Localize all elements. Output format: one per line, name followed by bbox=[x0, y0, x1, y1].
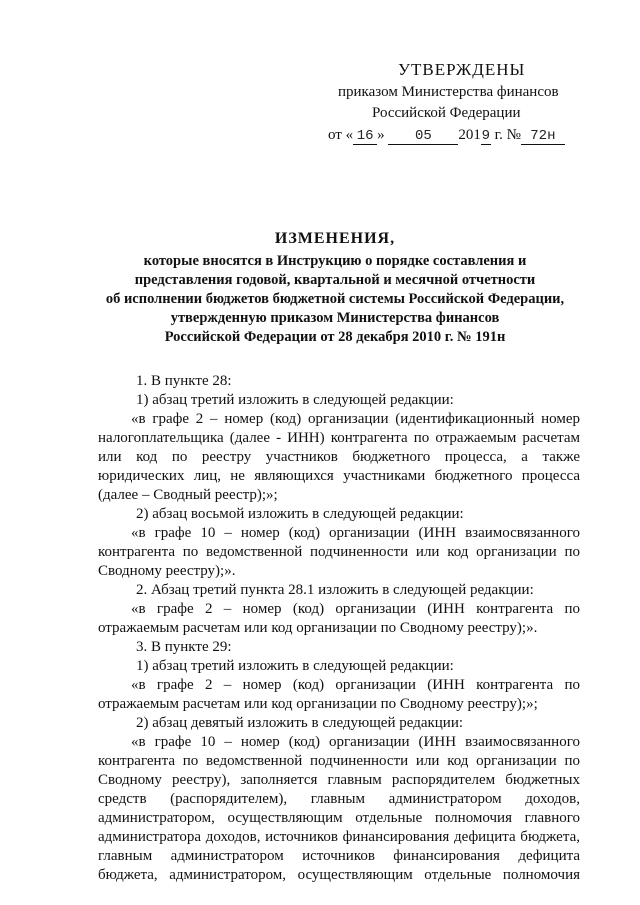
body-line: налогоплательщика (далее - ИНН) контрагента по отражаемым расчетам bbox=[98, 430, 580, 446]
body-line: отражаемым расчетам или код организации по Сводному реестру);». bbox=[98, 620, 538, 636]
date-month: 05 bbox=[388, 129, 458, 145]
approval-line-federation: Российской Федерации bbox=[372, 105, 521, 121]
body-line: или код по реестру участников бюджетного процесса, а также bbox=[98, 449, 580, 465]
body-line: контрагента по ведомственной подчиненности или код организации по bbox=[98, 753, 580, 769]
date-year-prefix: 201 bbox=[458, 127, 481, 143]
order-number-label: г. № bbox=[494, 127, 521, 143]
approval-date-line bbox=[328, 127, 565, 145]
body-line: 2) абзац девятый изложить в следующей редакции: bbox=[136, 715, 464, 731]
heading-line: об исполнении бюджетов бюджетной системы Российской Федерации, bbox=[105, 291, 565, 307]
body-line: администратора доходов, источников финансирования дефицита бюджета, bbox=[98, 829, 580, 845]
date-year-digit: 9 bbox=[481, 128, 491, 144]
body-line: «в графе 2 – номер (код) организации (ИНН контрагента по bbox=[131, 677, 580, 693]
date-prefix: от « bbox=[328, 127, 354, 143]
approval-line-ministry: приказом Министерства финансов bbox=[338, 84, 559, 100]
body-line: 3. В пункте 29: bbox=[136, 639, 232, 655]
body-line: контрагента по ведомственной подчиненности или код организации по bbox=[98, 544, 580, 560]
body-line: администратором, осуществляющим отдельные полномочия главного bbox=[98, 810, 580, 826]
approval-title: УТВЕРЖДЕНЫ bbox=[398, 60, 526, 79]
heading-line: Российской Федерации от 28 декабря 2010 г. № 191н bbox=[164, 329, 506, 345]
body-line: «в графе 10 – номер (код) организации (ИНН взаимосвязанного bbox=[131, 525, 580, 541]
date-day: 16 bbox=[353, 129, 377, 145]
body-line: 1. В пункте 28: bbox=[136, 373, 232, 389]
body-line: бюджета, администратором, осуществляющим отдельные полномочия bbox=[98, 867, 580, 883]
body-line: 1) абзац третий изложить в следующей редакции: bbox=[136, 658, 454, 674]
document-heading bbox=[60, 230, 610, 347]
heading-line: утвержденную приказом Министерства финансов bbox=[170, 310, 500, 326]
date-mid: » bbox=[377, 127, 385, 143]
heading-line: представления годовой, квартальной и месячной отчетности bbox=[134, 272, 536, 288]
body-line: отражаемым расчетам или код организации по Сводному реестру);»; bbox=[98, 696, 538, 712]
body-line: главным администратором источников финансирования дефицита bbox=[98, 848, 580, 864]
heading-title: ИЗМЕНЕНИЯ, bbox=[274, 230, 396, 247]
body-line: 1) абзац третий изложить в следующей редакции: bbox=[136, 392, 454, 408]
order-number: 72н bbox=[521, 129, 565, 145]
body-line: Сводному реестру);». bbox=[98, 563, 236, 579]
body-line: Сводному реестру), заполняется главным распорядителем бюджетных bbox=[98, 772, 580, 788]
body-line: средств (распорядителем), главным администратором доходов, bbox=[98, 791, 580, 807]
body-line: (далее – Сводный реестр);»; bbox=[98, 487, 278, 503]
body-line: «в графе 10 – номер (код) организации (ИНН взаимосвязанного bbox=[131, 734, 580, 750]
body-line: юридических лиц, не являющихся участниками бюджетного процесса bbox=[98, 468, 580, 484]
body-line: «в графе 2 – номер (код) организации (идентификационный номер bbox=[131, 411, 580, 427]
heading-line: которые вносятся в Инструкцию о порядке составления и bbox=[143, 253, 527, 269]
body-line: 2) абзац восьмой изложить в следующей редакции: bbox=[136, 506, 464, 522]
body-line: 2. Абзац третий пункта 28.1 изложить в следующей редакции: bbox=[136, 582, 534, 598]
body-line: «в графе 2 – номер (код) организации (ИНН контрагента по bbox=[131, 601, 580, 617]
